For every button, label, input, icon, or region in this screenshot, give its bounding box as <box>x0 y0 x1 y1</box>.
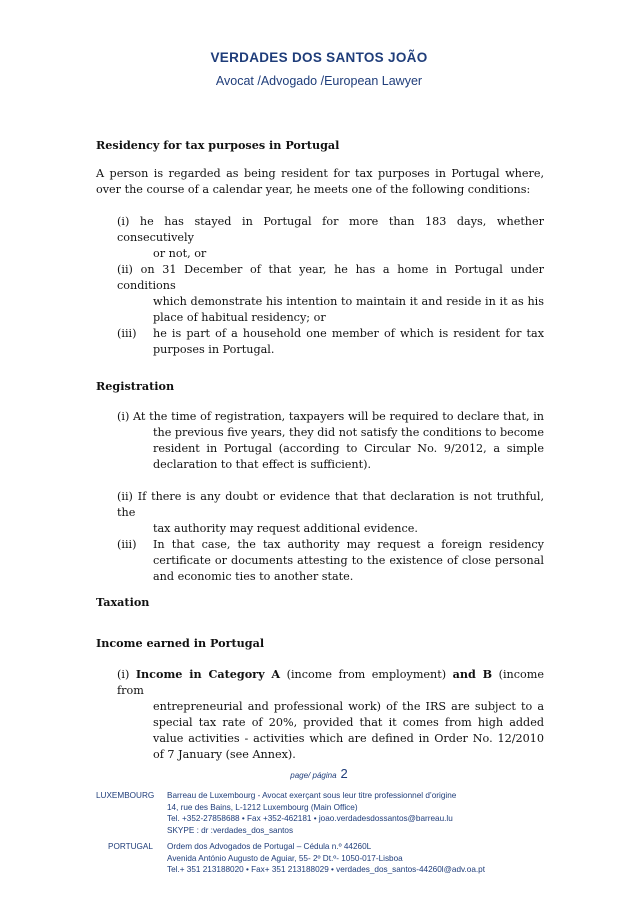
footer-line: SKYPE : dr :verdades_dos_santos <box>167 825 294 835</box>
page-number <box>0 765 638 783</box>
residency-item-3 <box>117 326 544 358</box>
item-number: (i) <box>117 668 130 681</box>
residency-heading: Residency for tax purposes in Portugal <box>96 138 340 152</box>
footer-country-pt: PORTUGAL <box>108 842 153 851</box>
taxation-heading: Taxation <box>96 595 150 609</box>
item-text-rest: or not, or <box>153 247 207 260</box>
category-a-label: Income in Category A <box>135 667 281 681</box>
item-text-rest: tax authority may request additional evidence. <box>153 522 418 535</box>
item-text-rest: which demonstrate his intention to maintain it and reside in it as his place of habitual residency; or <box>153 295 544 324</box>
item-text-first-line: on 31 December of that year, he has a home in Portugal under conditions <box>117 263 545 292</box>
footer-line: Tel. +352-27858688 • Fax +352-462181 • joao.verdadesdossantos@barreau.lu <box>167 814 453 823</box>
footer-line: Avenida António Augusto de Aguiar, 55- 2º Dt.º- 1050-017-Lisboa <box>167 853 403 863</box>
item-number: (ii) <box>117 263 133 276</box>
item-text-rest: certificate or documents attesting to the existence of close personal and economic ties to another state. <box>153 554 544 583</box>
letterhead <box>0 50 638 88</box>
item-text-part: (income from <box>117 668 544 697</box>
income-heading: Income earned in Portugal <box>96 636 265 650</box>
footer-lux-lines <box>167 790 587 836</box>
income-item-1 <box>117 666 544 763</box>
item-number: (ii) <box>117 490 133 503</box>
footer-line: Barreau de Luxembourg - Avocat exerçant sous leur titre professionnel d’origine <box>167 791 457 800</box>
category-b-label: and B <box>452 667 493 681</box>
page-value: 2 <box>340 766 348 781</box>
item-text-first-line: If there is any doubt or evidence that that declaration is not truthful, the <box>117 490 544 519</box>
item-text-rest: entrepreneurial and professional work) of the IRS are subject to a special tax rate of 20%, provided that it comes from high added value activities - activities which are defined in Order No. 12/2010 of 7 January (see Annex). <box>153 700 544 761</box>
registration-heading: Registration <box>96 379 175 393</box>
registration-item-1 <box>117 409 544 473</box>
item-text-first-line: he has stayed in Portugal for more than 183 days, whether consecutively <box>117 215 544 244</box>
item-number: (i) <box>117 215 130 228</box>
item-text-rest: purposes in Portugal. <box>153 343 275 356</box>
footer-line: 14, rue des Bains, L-1212 Luxembourg (Main Office) <box>167 802 358 812</box>
residency-intro: A person is regarded as being resident for tax purposes in Portugal where, over the course of a calendar year, he meets one of the following conditions: <box>96 167 544 196</box>
page-label: page/ página <box>290 771 337 780</box>
item-number: (iii) <box>117 327 137 340</box>
footer-line: Ordem dos Advogados de Portugal – Cédula n.º 44260L <box>167 842 372 851</box>
lawyer-name: VERDADES DOS SANTOS JOÃO <box>210 50 428 65</box>
item-text-first-line: he is part of a household one member of which is resident for tax <box>153 327 544 340</box>
item-text-rest: the previous five years, they did not satisfy the conditions to become resident in Portugal (according to Circular No. 9/2012, a simple declaration to that effect is sufficient). <box>153 426 544 471</box>
footer-line: Tel.+ 351 213188020 • Fax+ 351 213188029 • verdades_dos_santos-44260l@adv.oa.pt <box>167 865 485 874</box>
footer-pt-lines <box>167 841 587 876</box>
item-text-first-line: In that case, the tax authority may request a foreign residency <box>153 538 544 551</box>
residency-item-1 <box>117 214 544 262</box>
item-number: (iii) <box>117 538 137 551</box>
registration-item-2 <box>117 489 544 537</box>
item-text-part: (income from employment) <box>280 668 453 681</box>
item-number: (i) <box>117 410 130 423</box>
registration-item-3 <box>117 537 544 585</box>
item-text-first-line: At the time of registration, taxpayers will be required to declare that, in <box>133 410 544 423</box>
lawyer-title: Avocat /Advogado /European Lawyer <box>215 74 423 88</box>
residency-item-2 <box>117 262 544 326</box>
footer-country-lux: LUXEMBOURG <box>96 791 155 800</box>
